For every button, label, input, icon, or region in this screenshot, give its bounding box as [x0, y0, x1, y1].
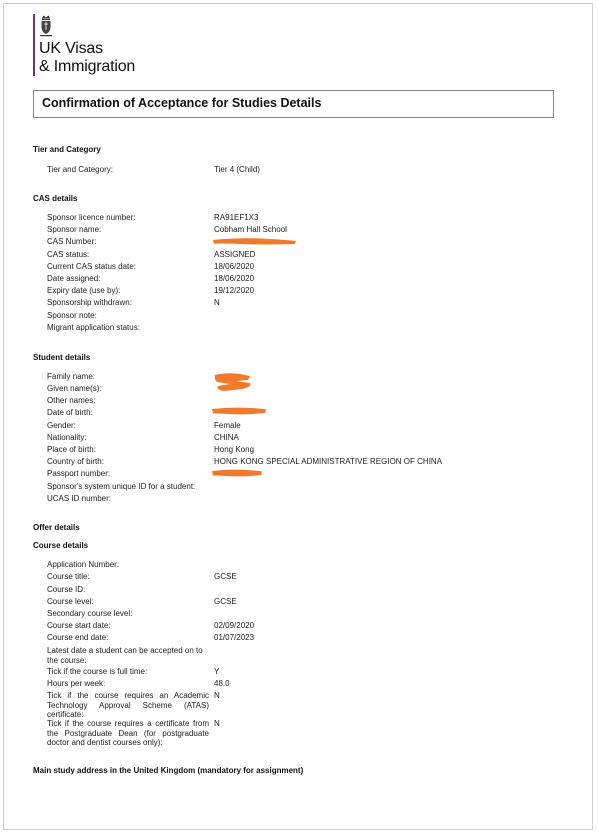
field-label: CAS status:: [47, 250, 90, 259]
field-label: Country of birth:: [47, 457, 104, 466]
redaction-mark-family-name: [212, 371, 254, 393]
field-label: Tick if the course requires an Academic Technology Approval Scheme (ATAS) certificate:: [47, 691, 209, 719]
field-label: Course start date:: [47, 621, 111, 630]
field-value: Hong Kong: [214, 445, 255, 454]
field-label: Current CAS status date:: [47, 262, 136, 271]
document-title-box: [33, 90, 554, 118]
ukvi-logo: [33, 14, 173, 78]
document-title: Confirmation of Acceptance for Studies Details: [42, 96, 322, 110]
field-label: Sponsorship withdrawn:: [47, 298, 132, 307]
field-value: ASSIGNED: [214, 250, 256, 259]
field-label: Course title:: [47, 572, 90, 581]
field-label: Given name(s):: [47, 384, 102, 393]
field-label: Sponsor's system unique ID for a student:: [47, 482, 196, 491]
field-label: Family name:: [47, 372, 96, 381]
logo-accent-bar: [33, 14, 35, 76]
field-value: CHINA: [214, 433, 239, 442]
section-heading-course: Course details: [33, 541, 89, 550]
field-label: UCAS ID number:: [47, 494, 112, 503]
field-label: Tick if the course requires a certificate from the Postgraduate Dean (for postgraduate doctor and dentist courses only):: [47, 719, 209, 747]
field-label: Date of birth:: [47, 408, 93, 417]
field-label: Migrant application status:: [47, 323, 140, 332]
logo-text-line1: UK Visas: [39, 40, 103, 57]
field-label: Course end date:: [47, 633, 109, 642]
field-value: N: [214, 691, 220, 700]
field-value: N: [214, 719, 220, 728]
field-value: Female: [214, 421, 241, 430]
field-label: Course level:: [47, 597, 94, 606]
field-label: Sponsor note:: [47, 311, 97, 320]
field-label: Application Number:: [47, 560, 120, 569]
field-label: Secondary course level:: [47, 609, 133, 618]
field-value: N: [214, 298, 220, 307]
field-value: GCSE: [214, 597, 237, 606]
field-label: Other names:: [47, 396, 96, 405]
field-label: Hours per week:: [47, 679, 106, 688]
field-label: Latest date a student can be accepted on to the course:: [47, 646, 203, 665]
field-value: 18/06/2020: [214, 262, 255, 271]
field-label: Tier and Category:: [47, 165, 113, 174]
field-value: 19/12/2020: [214, 286, 255, 295]
redaction-mark-date-of-birth: [210, 405, 268, 417]
field-value: 48.0: [214, 679, 230, 688]
field-label: CAS Number:: [47, 237, 97, 246]
field-value: GCSE: [214, 572, 237, 581]
field-value: RA91EF1X3: [214, 213, 259, 222]
field-label: Expiry date (use by):: [47, 286, 121, 295]
field-label: Tick if the course is full time:: [47, 667, 148, 676]
field-label: Gender:: [47, 421, 76, 430]
field-value: 01/07/2023: [214, 633, 255, 642]
field-label: Place of birth:: [47, 445, 96, 454]
field-label: Sponsor name:: [47, 225, 102, 234]
section-heading-tier: Tier and Category: [33, 145, 101, 154]
field-value: Y: [214, 667, 220, 676]
section-heading-student: Student details: [33, 353, 91, 362]
redaction-mark-passport-number: [210, 467, 264, 479]
field-value: 18/06/2020: [214, 274, 255, 283]
field-value: 02/09/2020: [214, 621, 255, 630]
field-value: Cobham Hall School: [214, 225, 287, 234]
field-label: Date assigned:: [47, 274, 101, 283]
field-label: Sponsor licence number:: [47, 213, 136, 222]
field-label: Passport number:: [47, 469, 111, 478]
royal-crest-icon: [39, 15, 53, 37]
redaction-mark-cas-number: [210, 234, 300, 248]
field-label: Course ID:: [47, 585, 86, 594]
section-heading-offer: Offer details: [33, 523, 80, 532]
field-label: Nationality:: [47, 433, 87, 442]
section-heading-cas: CAS details: [33, 194, 78, 203]
section-heading-study-address: Main study address in the United Kingdom (mandatory for assignment): [33, 766, 304, 775]
logo-text-line2: & Immigration: [39, 58, 136, 75]
field-value: HONG KONG SPECIAL ADMINISTRATIVE REGION OF CHINA: [214, 457, 443, 466]
field-value: Tier 4 (Child): [214, 165, 260, 174]
